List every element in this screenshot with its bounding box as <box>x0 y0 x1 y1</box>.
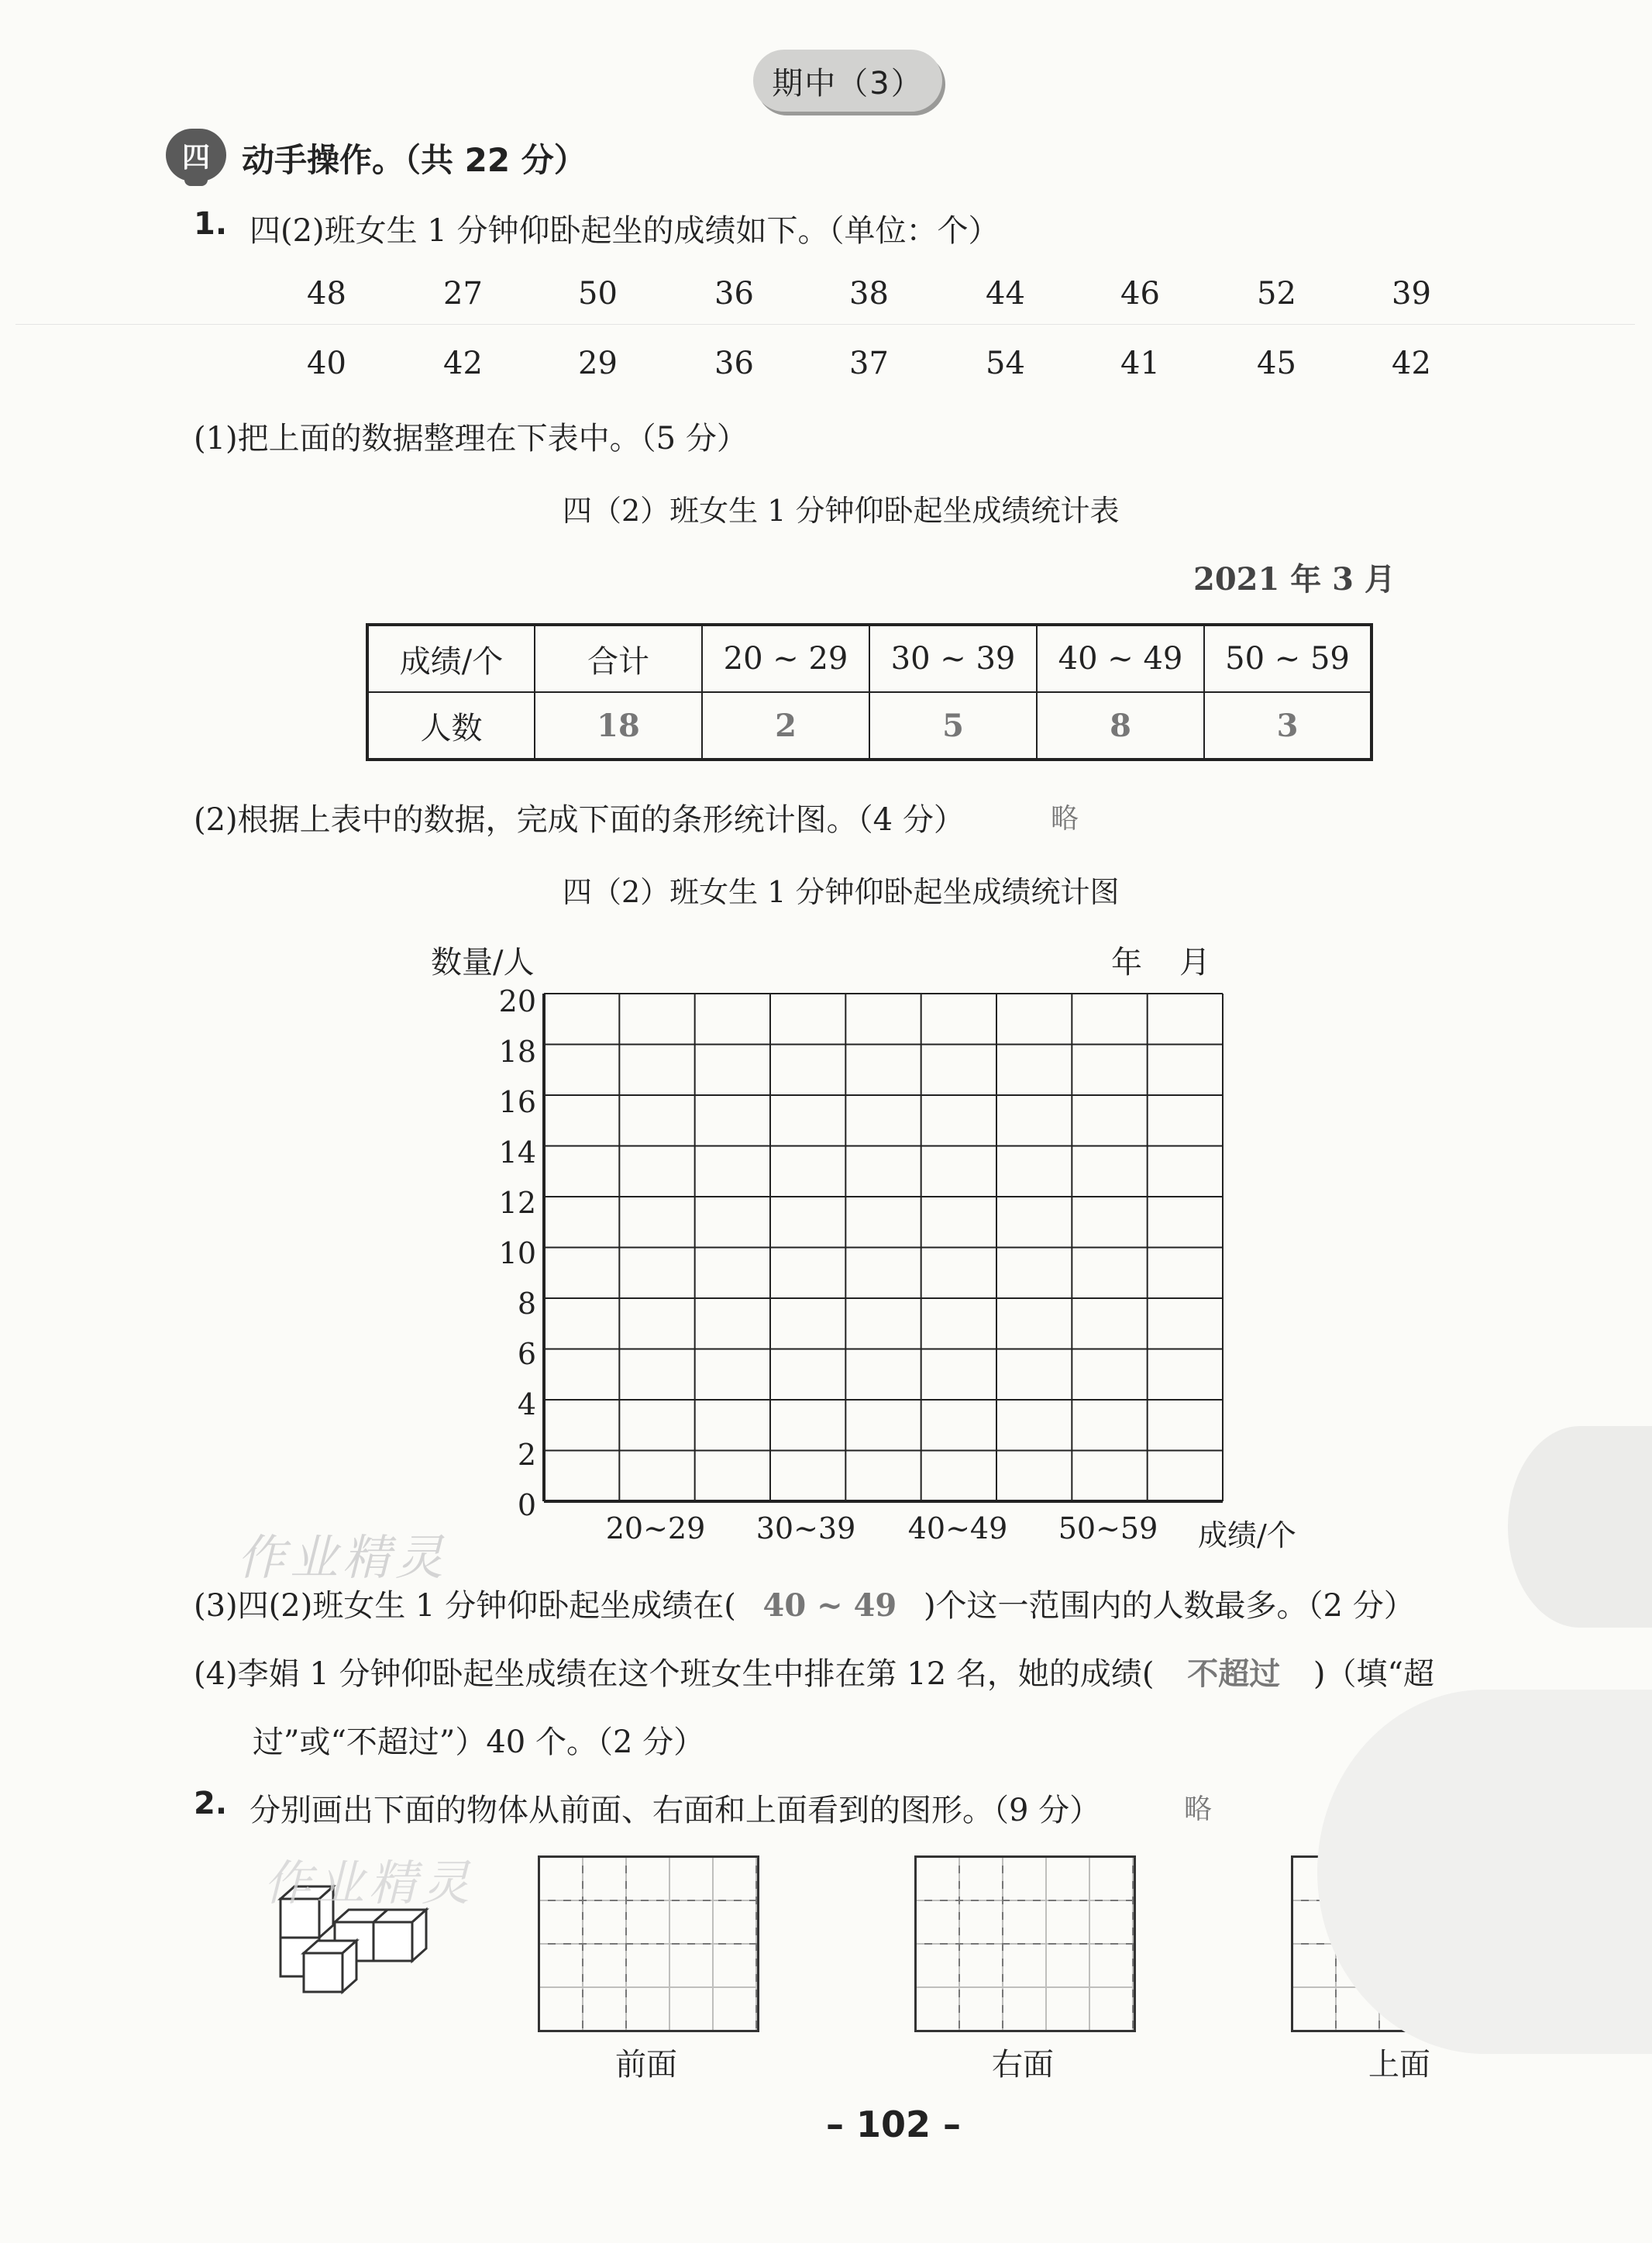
data-cell: 29 <box>578 346 618 381</box>
data-cell: 54 <box>986 346 1025 381</box>
badge-decoration <box>1317 1690 1652 2054</box>
table-cell: 8 <box>1037 692 1204 760</box>
q1-part4 <box>194 1649 1434 1693</box>
table-header-row <box>367 625 1372 692</box>
y-tick-label: 12 <box>498 1186 536 1220</box>
table-cell: 3 <box>1204 692 1372 760</box>
stat-table <box>366 623 1373 761</box>
divider-line <box>15 324 1635 325</box>
table-cell-total: 18 <box>535 692 702 760</box>
y-tick-label: 14 <box>498 1135 536 1170</box>
q1-part4-answer: 不超过 <box>1187 1656 1281 1692</box>
q2-number: 2. <box>194 1786 228 1821</box>
data-cell: 42 <box>1392 346 1431 381</box>
data-cell: 36 <box>714 276 754 312</box>
q2-text: 分别画出下面的物体从前面、右面和上面看到的图形。（9 分） <box>250 1793 1101 1828</box>
data-cell: 38 <box>849 276 889 312</box>
chart-grid <box>544 994 1223 1501</box>
table-title: 四（2）班女生 1 分钟仰卧起坐成绩统计表 <box>563 494 1120 528</box>
data-cell: 42 <box>443 346 483 381</box>
table-header-cell: 20 ~ 29 <box>702 625 869 692</box>
y-tick-label: 10 <box>498 1236 536 1270</box>
chart-xlabel: 成绩/个 <box>1198 1518 1296 1552</box>
data-cell: 27 <box>443 276 483 312</box>
data-cell: 37 <box>849 346 889 381</box>
x-tick-label: 30~39 <box>755 1511 856 1545</box>
data-cell: 46 <box>1120 276 1160 312</box>
x-tick-label: 50~59 <box>1058 1511 1158 1545</box>
data-cell: 48 <box>307 276 346 312</box>
table-row <box>367 692 1372 760</box>
data-cell: 40 <box>307 346 346 381</box>
q1-part3-answer: 40 ~ 49 <box>762 1587 897 1624</box>
q1-part2: (2)根据上表中的数据，完成下面的条形统计图。（4 分） <box>194 802 965 838</box>
table-header-cell: 30 ~ 39 <box>869 625 1037 692</box>
data-cell: 41 <box>1120 346 1160 381</box>
mascot-decoration <box>1508 1426 1652 1628</box>
watermark-text: 作业精灵 <box>237 1529 449 1586</box>
y-tick-label: 0 <box>517 1488 536 1522</box>
q1-number: 1. <box>194 206 228 242</box>
x-tick-label: 20~29 <box>605 1511 706 1545</box>
top-view-label: 上面 <box>1368 2047 1430 2083</box>
watermark-text: 作业精灵 <box>263 1855 475 1911</box>
y-tick-label: 6 <box>517 1337 536 1371</box>
table-header-cell: 50 ~ 59 <box>1204 625 1372 692</box>
q1-part3-post: )个这一范围内的人数最多。（2 分） <box>923 1588 1415 1624</box>
data-cell: 52 <box>1257 276 1296 312</box>
table-row-label: 人数 <box>367 692 535 760</box>
table-header-cell: 合计 <box>535 625 702 692</box>
table-cell: 2 <box>702 692 869 760</box>
q1-part3 <box>194 1581 1415 1625</box>
right-view-grid[interactable] <box>914 1855 1136 2032</box>
q1-part4-line2: 过”或“不超过”）40 个。（2 分） <box>253 1724 705 1760</box>
data-cell: 39 <box>1392 276 1431 312</box>
q1-part1: (1)把上面的数据整理在下表中。（5 分） <box>194 421 748 457</box>
data-cell: 44 <box>986 276 1025 312</box>
chart-ylabel: 数量/人 <box>431 945 535 980</box>
q1-part2-answer: 略 <box>1051 803 1079 835</box>
y-tick-label: 2 <box>517 1438 536 1472</box>
chart-date-label: 年 月 <box>1111 945 1213 980</box>
y-tick-label: 18 <box>498 1035 536 1069</box>
y-tick-label: 4 <box>517 1387 536 1421</box>
data-cell: 50 <box>578 276 618 312</box>
table-date: 2021 年 3 月 <box>1193 561 1396 598</box>
header-title: 期中（3） <box>753 50 942 112</box>
y-tick-label: 16 <box>498 1085 536 1119</box>
right-view-label: 右面 <box>992 2047 1054 2083</box>
front-view-label: 前面 <box>615 2047 677 2083</box>
page-number: – 102 – <box>826 2103 962 2145</box>
front-view-grid[interactable] <box>538 1855 759 2032</box>
q1-part4-pre: (4)李娟 1 分钟仰卧起坐成绩在这个班女生中排在第 12 名，她的成绩( <box>194 1656 1155 1692</box>
table-header-cell: 成绩/个 <box>367 625 535 692</box>
chart-title: 四（2）班女生 1 分钟仰卧起坐成绩统计图 <box>563 875 1120 909</box>
q1-text: 四(2)班女生 1 分钟仰卧起坐的成绩如下。（单位：个） <box>250 213 1000 249</box>
data-cell: 45 <box>1257 346 1296 381</box>
section-title: 动手操作。（共 22 分） <box>242 141 587 179</box>
bar-chart <box>542 992 1224 1507</box>
x-tick-label: 40~49 <box>907 1511 1008 1545</box>
q2-answer: 略 <box>1184 1793 1213 1825</box>
data-cell: 36 <box>714 346 754 381</box>
q1-part3-pre: (3)四(2)班女生 1 分钟仰卧起坐成绩在( <box>194 1588 736 1624</box>
y-tick-label: 8 <box>517 1287 536 1321</box>
y-tick-label: 20 <box>498 984 536 1018</box>
section-badge: 四 <box>166 129 226 181</box>
q1-part4-post: )（填“超 <box>1313 1656 1434 1692</box>
table-cell: 5 <box>869 692 1037 760</box>
table-header-cell: 40 ~ 49 <box>1037 625 1204 692</box>
